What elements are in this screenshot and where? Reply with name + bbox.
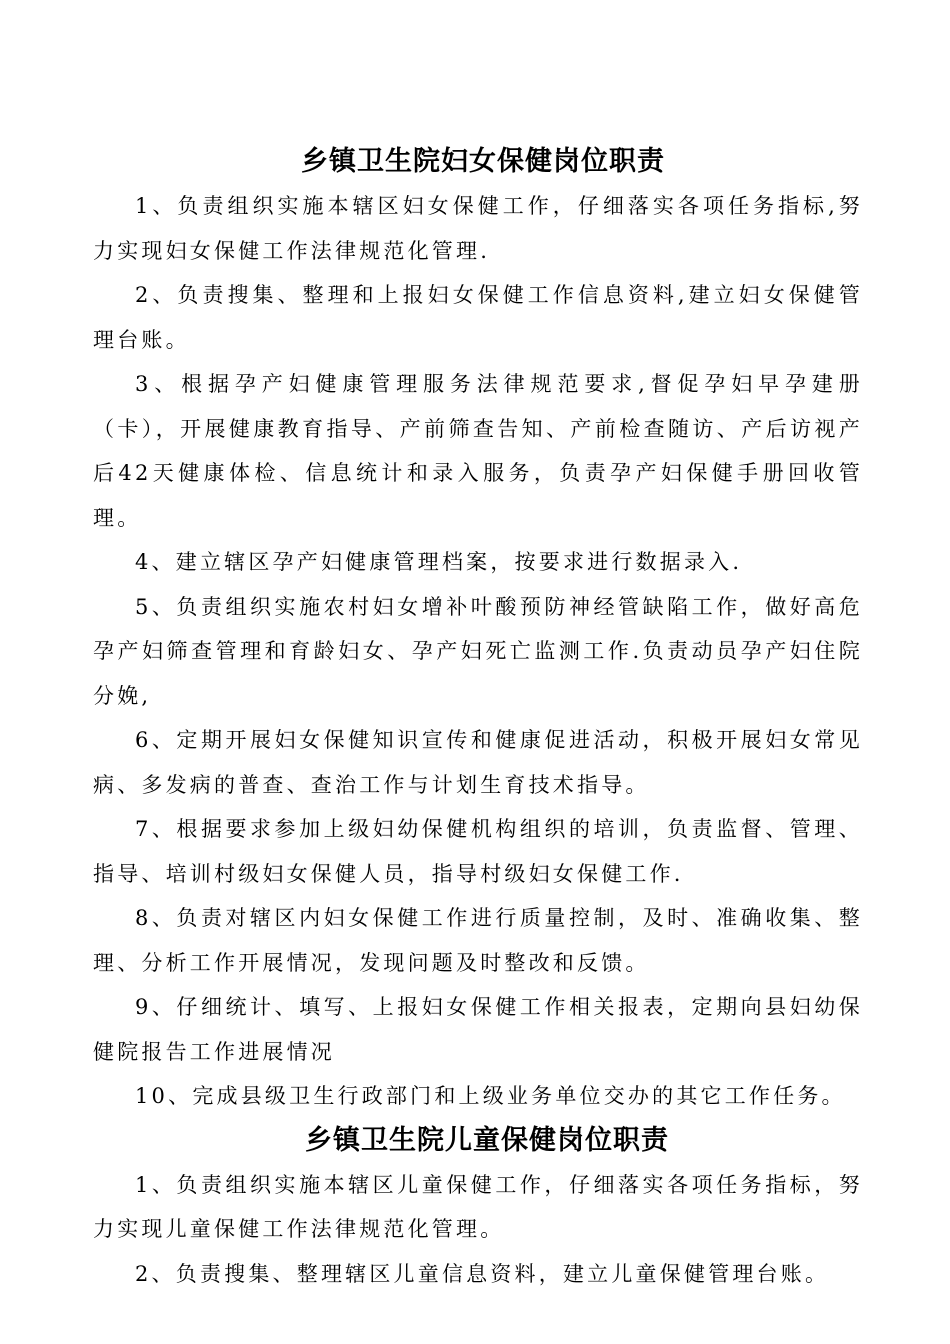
duty-item: 1、负责组织实施本辖区妇女保健工作，仔细落实各项任务指标,努力实现妇女保健工作法律规范化管理. bbox=[93, 194, 863, 263]
duty-item: 10、完成县级卫生行政部门和上级业务单位交办的其它工作任务。 bbox=[135, 1084, 846, 1108]
duty-item: 7、根据要求参加上级妇幼保健机构组织的培训，负责监督、管理、指导、培训村级妇女保健人员，指导村级妇女保健工作. bbox=[93, 817, 863, 886]
duty-item: 6、定期开展妇女保健知识宣传和健康促进活动，积极开展妇女常见病、多发病的普查、查治工作与计划生育技术指导。 bbox=[93, 728, 863, 797]
section-title-women-health: 乡镇卫生院妇女保健岗位职责 bbox=[301, 146, 665, 177]
duty-item: 5、负责组织实施农村妇女增补叶酸预防神经管缺陷工作，做好高危孕产妇筛查管理和育龄妇女、孕产妇死亡监测工作.负责动员孕产妇住院分娩, bbox=[93, 594, 863, 708]
duty-item: 2、负责搜集、整理辖区儿童信息资料，建立儿童保健管理台账。 bbox=[135, 1261, 830, 1286]
duty-item: 4、建立辖区孕产妇健康管理档案，按要求进行数据录入. bbox=[135, 550, 743, 574]
duty-item: 1、负责组织实施本辖区儿童保健工作，仔细落实各项任务指标，努力实现儿童保健工作法律规范化管理。 bbox=[93, 1172, 863, 1241]
section-title-child-health: 乡镇卫生院儿童保健岗位职责 bbox=[305, 1124, 669, 1156]
duty-item: 3、根据孕产妇健康管理服务法律规范要求,督促孕妇早孕建册（卡），开展健康教育指导、产前筛查告知、产前检查随访、产后访视产后42天健康体检、信息统计和录入服务，负责孕产妇保健手册回收管理。 bbox=[93, 372, 863, 530]
duty-item: 9、仔细统计、填写、上报妇女保健工作相关报表，定期向县妇幼保健院报告工作进展情况 bbox=[93, 995, 863, 1064]
document-content bbox=[93, 140, 863, 1296]
duty-item: 8、负责对辖区内妇女保健工作进行质量控制，及时、准确收集、整理、分析工作开展情况，发现问题及时整改和反馈。 bbox=[93, 906, 863, 975]
duty-item: 2、负责搜集、整理和上报妇女保健工作信息资料,建立妇女保健管理台账。 bbox=[93, 283, 863, 352]
